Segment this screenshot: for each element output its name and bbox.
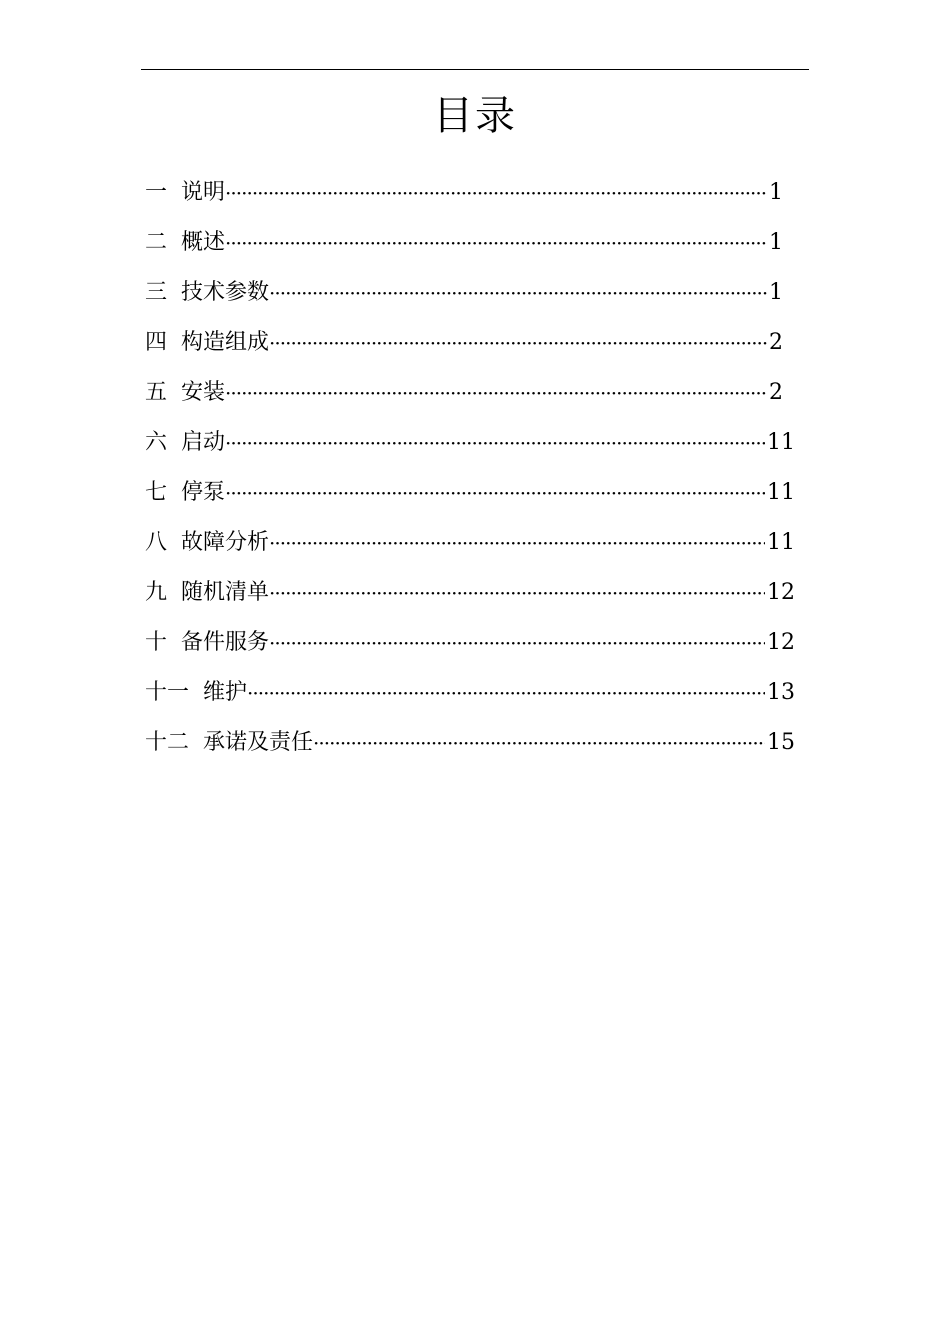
- toc-entry[interactable]: [145, 268, 795, 318]
- page-title: 目录: [433, 93, 517, 139]
- toc-dot-leader: [225, 418, 765, 468]
- toc-entry[interactable]: [145, 468, 795, 518]
- toc-entry-number: 五: [145, 380, 168, 405]
- toc-entry-label: 备件服务: [181, 630, 270, 655]
- toc-entry-page: 11: [767, 480, 795, 505]
- toc-entry-number: 十一: [145, 680, 190, 705]
- toc-entry-label: 故障分析: [181, 530, 270, 555]
- toc-entry[interactable]: [145, 618, 795, 668]
- toc-dot-leader: [225, 468, 765, 518]
- toc-entry-label: 技术参数: [181, 280, 270, 305]
- toc-entry-page: 1: [769, 230, 783, 255]
- toc-entry-label: 承诺及责任: [203, 730, 314, 755]
- toc-entry[interactable]: [145, 168, 795, 218]
- toc-entry-number: 七: [145, 480, 168, 505]
- toc-entry-page: 1: [769, 280, 783, 305]
- header-rule: [141, 69, 809, 70]
- toc-entry[interactable]: [145, 368, 795, 418]
- toc-entry[interactable]: [145, 568, 795, 618]
- toc-entry-label: 安装: [181, 380, 226, 405]
- toc-entry-page: 11: [767, 530, 795, 555]
- toc-entry-page: 11: [767, 430, 795, 455]
- toc-entry-number: 十: [145, 630, 168, 655]
- toc-dot-leader: [225, 368, 767, 418]
- toc-dot-leader: [269, 518, 765, 568]
- toc-dot-leader: [269, 568, 765, 618]
- toc-dot-leader: [269, 268, 767, 318]
- toc-dot-leader: [247, 668, 765, 718]
- toc-entry-page: 2: [769, 380, 783, 405]
- toc-dot-leader: [225, 168, 767, 218]
- toc-entry[interactable]: [145, 418, 795, 468]
- toc-entry-page: 12: [767, 580, 795, 605]
- toc-dot-leader: [269, 318, 767, 368]
- toc-list: [145, 168, 795, 768]
- toc-entry-label: 停泵: [181, 480, 226, 505]
- toc-entry[interactable]: [145, 218, 795, 268]
- toc-entry-number: 九: [145, 580, 168, 605]
- toc-entry-number: 四: [145, 330, 168, 355]
- toc-entry-page: 1: [769, 180, 783, 205]
- toc-entry-label: 构造组成: [181, 330, 270, 355]
- toc-entry[interactable]: [145, 668, 795, 718]
- toc-entry-number: 二: [145, 230, 168, 255]
- toc-entry[interactable]: [145, 318, 795, 368]
- toc-entry[interactable]: [145, 718, 795, 768]
- toc-entry-label: 启动: [181, 430, 226, 455]
- toc-entry-number: 十二: [145, 730, 190, 755]
- toc-entry-label: 说明: [181, 180, 226, 205]
- toc-entry-page: 12: [767, 630, 795, 655]
- toc-entry-number: 三: [145, 280, 168, 305]
- toc-entry-page: 13: [767, 680, 795, 705]
- toc-entry[interactable]: [145, 518, 795, 568]
- toc-entry-label: 随机清单: [181, 580, 270, 605]
- toc-dot-leader: [225, 218, 767, 268]
- toc-entry-label: 维护: [203, 680, 248, 705]
- toc-dot-leader: [313, 718, 765, 768]
- toc-entry-page: 15: [767, 730, 795, 755]
- toc-entry-number: 八: [145, 530, 168, 555]
- toc-dot-leader: [269, 618, 765, 668]
- toc-entry-label: 概述: [181, 230, 226, 255]
- toc-entry-page: 2: [769, 330, 783, 355]
- toc-entry-number: 一: [145, 180, 168, 205]
- toc-entry-number: 六: [145, 430, 168, 455]
